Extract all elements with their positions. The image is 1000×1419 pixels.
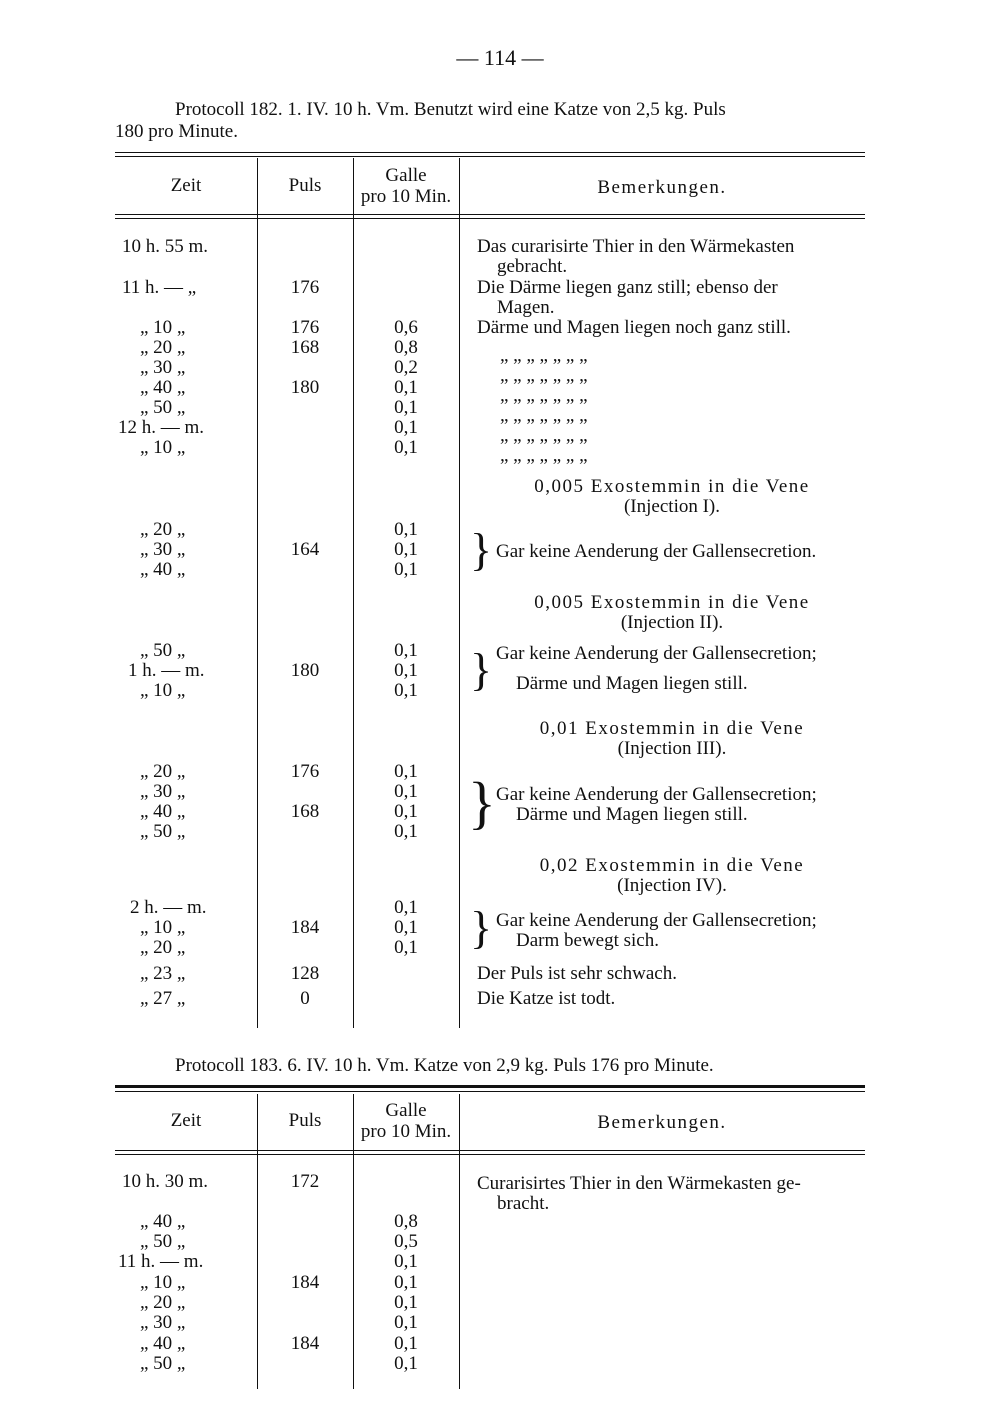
time-cell: 10 h. 30 m.	[122, 1171, 209, 1192]
time-cell: „ 10 „	[140, 437, 186, 458]
time-cell: „ 40 „	[140, 1211, 186, 1232]
time-cell: 1 h. — m.	[128, 660, 205, 681]
galle-cell: 0,1	[394, 680, 418, 701]
galle-cell: 0,1	[394, 1251, 418, 1272]
protocol-183-caption: Protocoll 183. 6. IV. 10 h. Vm. Katze von 2,9 kg. Puls 176 pro Minute.	[175, 1055, 714, 1076]
header-galle: Galle	[385, 1100, 427, 1121]
remark-text: Därme und Magen liegen still.	[516, 804, 748, 825]
galle-cell: 0,1	[394, 761, 418, 782]
remark-text: Darm bewegt sich.	[516, 930, 659, 951]
time-cell: „ 30 „	[140, 539, 186, 560]
injection-note: 0,005 Exostemmin in die Vene	[534, 476, 810, 497]
ditto-marks: „ „ „ „ „ „ „	[500, 445, 588, 466]
header-rule	[115, 214, 865, 219]
remark-text: Die Katze ist todt.	[477, 988, 616, 1009]
header-puls: Puls	[288, 1110, 322, 1131]
galle-cell: 0,1	[394, 519, 418, 540]
time-cell: „ 10 „	[140, 917, 186, 938]
header-zeit: Zeit	[170, 175, 202, 196]
table-top-rule	[115, 152, 865, 157]
remark-text: gebracht.	[497, 256, 568, 277]
ditto-marks: „ „ „ „ „ „ „	[500, 345, 588, 366]
injection-label: (Injection IV).	[617, 875, 727, 896]
header-zeit: Zeit	[170, 1110, 202, 1131]
galle-cell: 0,1	[394, 397, 418, 418]
galle-cell: 0,1	[394, 801, 418, 822]
puls-cell: 176	[290, 277, 320, 298]
time-cell: 2 h. — m.	[130, 897, 207, 918]
time-cell: „ 20 „	[140, 761, 186, 782]
time-cell: „ 50 „	[140, 1353, 186, 1374]
puls-cell: 184	[290, 1272, 320, 1293]
puls-cell: 184	[290, 917, 320, 938]
puls-cell: 128	[290, 963, 320, 984]
ditto-marks: „ „ „ „ „ „ „	[500, 405, 588, 426]
injection-label: (Injection I).	[623, 496, 720, 517]
puls-cell: 184	[290, 1333, 320, 1354]
galle-cell: 0,1	[394, 1333, 418, 1354]
time-cell: „ 20 „	[140, 337, 186, 358]
time-cell: „ 30 „	[140, 781, 186, 802]
remark-text: Gar keine Aenderung der Gallensecretion;	[496, 784, 817, 805]
remark-text: Gar keine Aenderung der Gallensecretion;	[496, 643, 817, 664]
page-number: — 114 —	[456, 45, 544, 70]
header-rule	[115, 1150, 865, 1155]
brace-icon: }	[470, 644, 493, 695]
time-cell: „ 40 „	[140, 377, 186, 398]
time-cell: 10 h. 55 m.	[122, 236, 209, 257]
remark-text: Curarisirtes Thier in den Wärmekasten ge-	[477, 1173, 801, 1194]
galle-cell: 0,1	[394, 1312, 418, 1333]
time-cell: „ 50 „	[140, 397, 186, 418]
injection-label: (Injection III).	[617, 738, 727, 759]
remark-text: Das curarisirte Thier in den Wärmekasten	[477, 236, 795, 257]
brace-icon: }	[470, 902, 493, 953]
galle-cell: 0,6	[394, 317, 418, 338]
galle-cell: 0,1	[394, 937, 418, 958]
injection-note: 0,005 Exostemmin in die Vene	[534, 592, 810, 613]
time-cell: „ 50 „	[140, 821, 186, 842]
ditto-marks: „ „ „ „ „ „ „	[500, 425, 588, 446]
time-cell: „ 20 „	[140, 937, 186, 958]
galle-cell: 0,1	[394, 660, 418, 681]
galle-cell: 0,1	[394, 917, 418, 938]
table-top-rule	[115, 1085, 865, 1088]
time-cell: 12 h. — m.	[118, 417, 205, 438]
galle-cell: 0,2	[394, 357, 418, 378]
time-cell: 11 h. — m.	[118, 1251, 204, 1272]
injection-note: 0,02 Exostemmin in die Vene	[539, 855, 805, 876]
injection-note: 0,01 Exostemmin in die Vene	[539, 718, 805, 739]
galle-cell: 0,1	[394, 437, 418, 458]
time-cell: „ 30 „	[140, 1312, 186, 1333]
header-bemerkungen: Bemerkungen.	[597, 177, 727, 198]
remark-text: Därme und Magen liegen noch ganz still.	[477, 317, 791, 338]
header-galle: Galle	[385, 165, 427, 186]
galle-cell: 0,1	[394, 1292, 418, 1313]
remark-text: Die Därme liegen ganz still; ebenso der	[477, 277, 778, 298]
brace-icon: }	[470, 524, 493, 575]
remark-text: bracht.	[497, 1193, 550, 1214]
galle-cell: 0,1	[394, 559, 418, 580]
galle-cell: 0,1	[394, 897, 418, 918]
puls-cell: 176	[290, 317, 320, 338]
header-bemerkungen: Bemerkungen.	[597, 1112, 727, 1133]
time-cell: „ 23 „	[140, 963, 186, 984]
galle-cell: 0,8	[394, 337, 418, 358]
time-cell: „ 10 „	[140, 680, 186, 701]
remark-text: Magen.	[497, 297, 555, 318]
header-galle-unit: pro 10 Min.	[360, 186, 452, 207]
injection-label: (Injection II).	[620, 612, 724, 633]
protocol-182-caption-line2: 180 pro Minute.	[115, 121, 238, 142]
time-cell: „ 10 „	[140, 1272, 186, 1293]
puls-cell: 180	[290, 377, 320, 398]
header-galle-unit: pro 10 Min.	[360, 1121, 452, 1142]
puls-cell: 164	[290, 539, 320, 560]
time-cell: „ 27 „	[140, 988, 186, 1009]
remark-text: Gar keine Aenderung der Gallensecretion.	[496, 541, 817, 562]
galle-cell: 0,1	[394, 821, 418, 842]
time-cell: „ 10 „	[140, 317, 186, 338]
header-puls: Puls	[288, 175, 322, 196]
column-divider	[459, 1094, 460, 1389]
galle-cell: 0,1	[394, 640, 418, 661]
time-cell: „ 20 „	[140, 519, 186, 540]
table-top-rule	[115, 1091, 865, 1092]
remark-text: Der Puls ist sehr schwach.	[477, 963, 677, 984]
time-cell: „ 50 „	[140, 640, 186, 661]
puls-cell: 176	[290, 761, 320, 782]
puls-cell: 168	[290, 337, 320, 358]
ditto-marks: „ „ „ „ „ „ „	[500, 365, 588, 386]
galle-cell: 0,1	[394, 539, 418, 560]
time-cell: „ 40 „	[140, 801, 186, 822]
time-cell: „ 20 „	[140, 1292, 186, 1313]
remark-text: Gar keine Aenderung der Gallensecretion;	[496, 910, 817, 931]
galle-cell: 0,1	[394, 781, 418, 802]
puls-cell: 172	[290, 1171, 320, 1192]
puls-cell: 180	[290, 660, 320, 681]
brace-icon: }	[468, 770, 496, 835]
galle-cell: 0,1	[394, 1272, 418, 1293]
ditto-marks: „ „ „ „ „ „ „	[500, 385, 588, 406]
protocol-182-caption-line1: Protocoll 182. 1. IV. 10 h. Vm. Benutzt wird eine Katze von 2,5 kg. Puls	[175, 99, 726, 120]
time-cell: „ 50 „	[140, 1231, 186, 1252]
puls-cell: 0	[300, 988, 310, 1009]
galle-cell: 0,1	[394, 417, 418, 438]
time-cell: „ 30 „	[140, 357, 186, 378]
time-cell: 11 h. — „	[122, 277, 197, 298]
time-cell: „ 40 „	[140, 1333, 186, 1354]
time-cell: „ 40 „	[140, 559, 186, 580]
puls-cell: 168	[290, 801, 320, 822]
galle-cell: 0,1	[394, 377, 418, 398]
galle-cell: 0,1	[394, 1353, 418, 1374]
galle-cell: 0,8	[394, 1211, 418, 1232]
remark-text: Därme und Magen liegen still.	[516, 673, 748, 694]
galle-cell: 0,5	[394, 1231, 418, 1252]
